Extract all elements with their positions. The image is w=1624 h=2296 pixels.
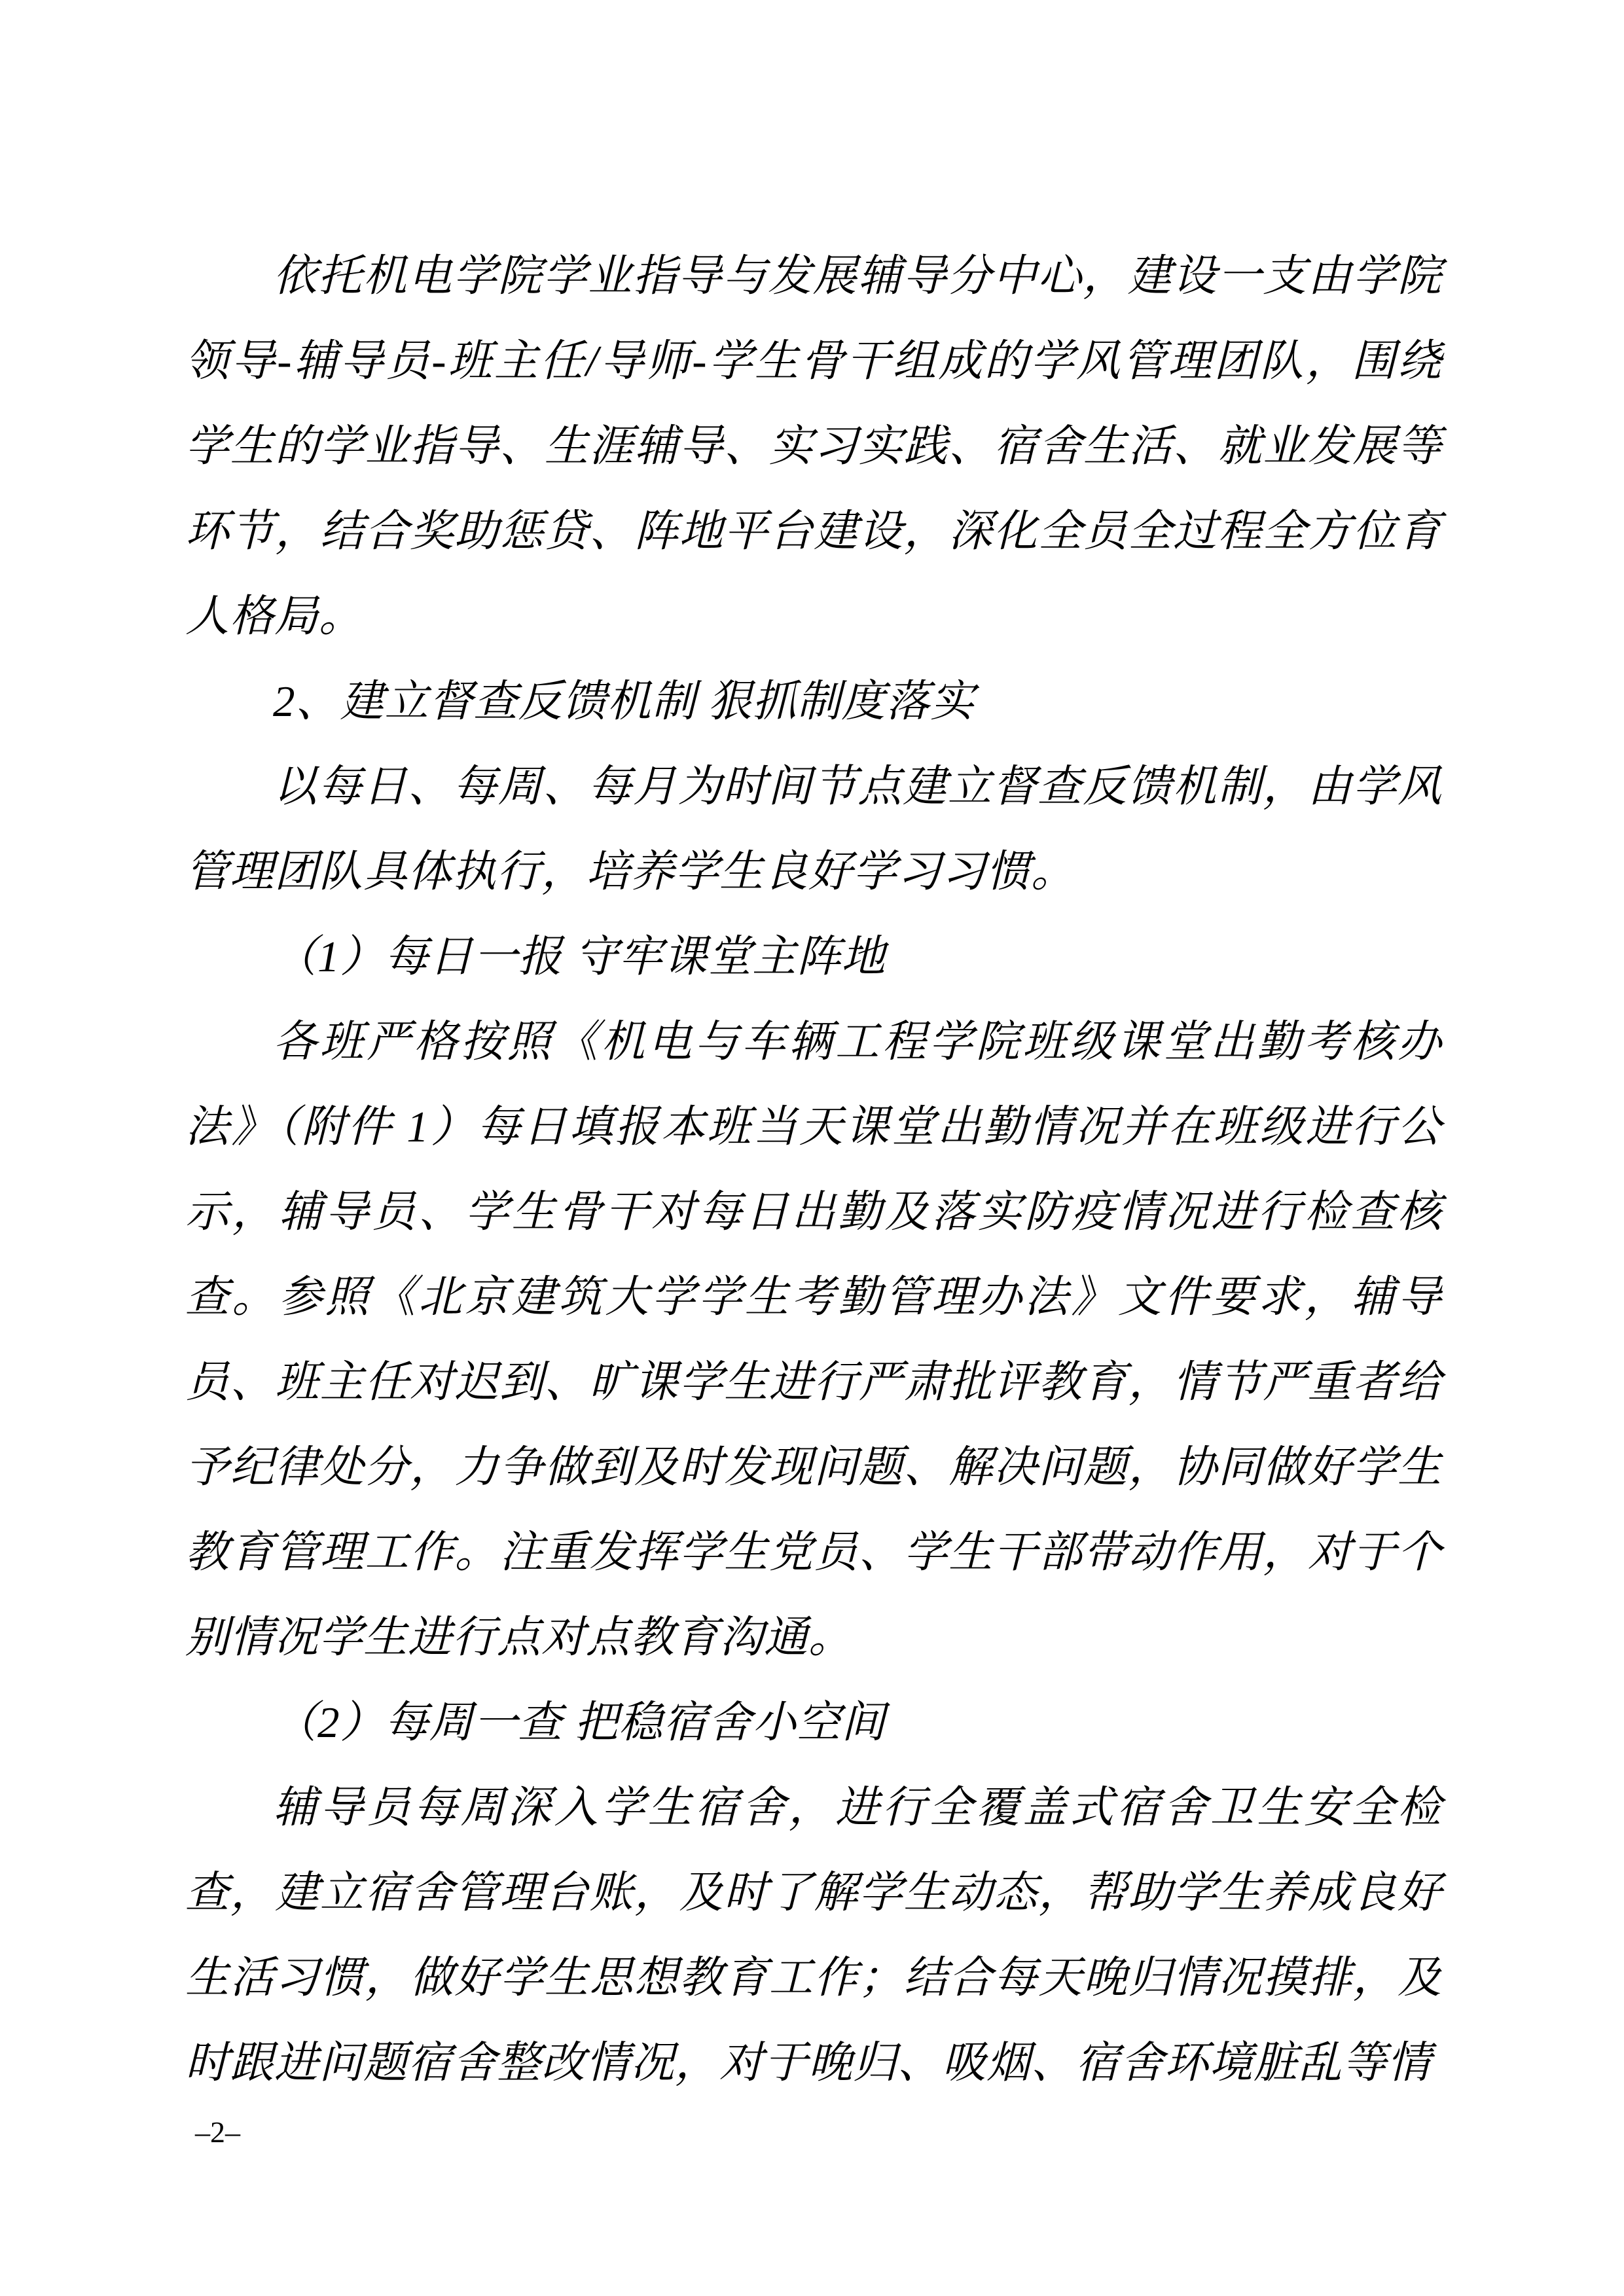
heading-supervision-mechanism: 2、建立督查反馈机制 狠抓制度落实 (273, 677, 975, 726)
subheading-daily-report: （1）每日一报 守牢课堂主阵地 (273, 933, 886, 981)
paragraph-dormitory-check: 辅导员每周深入学生宿舍，进行全覆盖式宿舍卫生安全检查，建立宿舍管理台账，及时了解学生动态，帮助学生养成良好生活习惯，做好学生思想教育工作；结合每天晚归情况摸排，及时跟进问题宿舍整改情况，对于晚归、吸烟、宿舍环境脏乱等情 (185, 1784, 1442, 2087)
page-number: –2– (195, 2115, 240, 2149)
paragraph-feedback-mechanism: 以每日、每周、每月为时间节点建立督查反馈机制，由学风管理团队具体执行，培养学生良好学习习惯。 (185, 762, 1442, 896)
subheading-weekly-check: （2）每周一查 把稳宿舍小空间 (273, 1698, 886, 1747)
paragraph-team-building: 依托机电学院学业指导与发展辅导分中心，建设一支由学院领导-辅导员-班主任/导师-学生骨干组成的学风管理团队，围绕学生的学业指导、生涯辅导、实习实践、宿舍生活、就业发展等环节，结合奖助惩贷、阵地平台建设，深化全员全过程全方位育人格局。 (185, 252, 1443, 641)
paragraph-attendance-check: 各班严格按照《机电与车辆工程学院班级课堂出勤考核办法》（附件 1）每日填报本班当天课堂出勤情况并在班级进行公示，辅导员、学生骨干对每日出勤及落实防疫情况进行检查核查。参照《北京建筑大学学生考勤管理办法》文件要求，辅导员、班主任对迟到、旷课学生进行严肃批评教育，情节严重者给予纪律处分，力争做到及时发现问题、解决问题，协同做好学生教育管理工作。注重发挥学生党员、学生干部带动作用，对于个别情况学生进行点对点教育沟通。 (185, 1018, 1442, 1662)
document-body (185, 234, 1442, 2106)
